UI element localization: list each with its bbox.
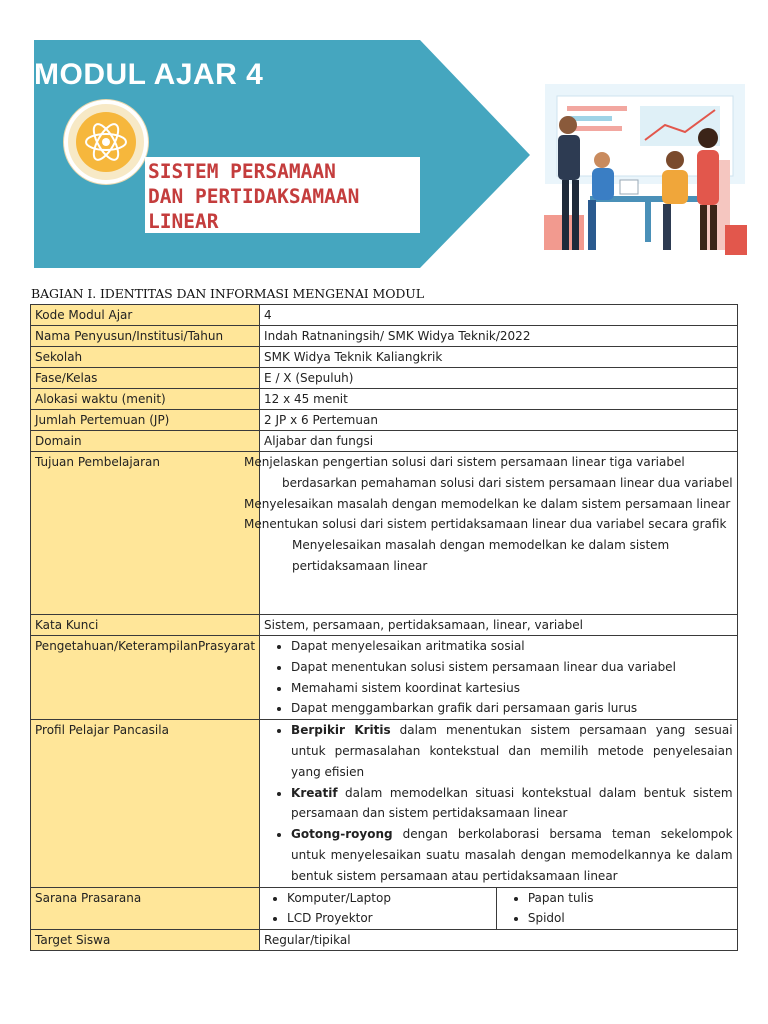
row-value: 12 x 45 menit (260, 389, 738, 410)
list-item: • Papan tulis (528, 888, 737, 909)
row-key: Sarana Prasarana (31, 887, 260, 930)
row-value: Sistem, persamaan, pertidaksamaan, linear, variabel (260, 615, 738, 636)
list-item (291, 720, 733, 782)
profile-trait: Gotong-royong (291, 827, 393, 842)
row-key: Target Siswa (31, 930, 260, 951)
table-row (31, 720, 738, 887)
table-row (31, 410, 738, 431)
list-item: • Dapat menentukan solusi sistem persamaan linear dua variabel (291, 657, 733, 678)
facilities (260, 887, 738, 930)
table-row (31, 368, 738, 389)
row-key: Alokasi waktu (menit) (31, 389, 260, 410)
goal-line: pertidaksamaan linear (292, 558, 428, 573)
row-key: Fase/Kelas (31, 368, 260, 389)
list-item (291, 783, 733, 825)
section-heading: BAGIAN I. IDENTITAS DAN INFORMASI MENGENAI MODUL (31, 286, 424, 301)
row-value: Aljabar dan fungsi (260, 431, 738, 452)
list-item: • Komputer/Laptop (287, 888, 496, 909)
profile-text: dalam menentukan sistem persamaan yang sesuai untuk permasalahan kontekstual dan memilih metode penyelesaian yang efisien (291, 723, 733, 779)
row-key: Sekolah (31, 347, 260, 368)
row-value: 4 (260, 305, 738, 326)
row-value: E / X (Sepuluh) (260, 368, 738, 389)
row-value: 2 JP x 6 Pertemuan (260, 410, 738, 431)
row-key: Kata Kunci (31, 615, 260, 636)
table-row (31, 326, 738, 347)
atom-badge (64, 100, 148, 184)
goal-line: berdasarkan pemahaman solusi dari sistem persamaan linear dua variabel (282, 475, 733, 490)
table-row (31, 887, 738, 930)
profile-trait: Berpikir Kritis (291, 723, 391, 738)
list-item: • Memahami sistem koordinat kartesius (291, 678, 733, 699)
goal-line: Menentukan solusi dari sistem pertidaksamaan linear dua variabel secara grafik (244, 517, 727, 532)
row-key: Kode Modul Ajar (31, 305, 260, 326)
module-banner (0, 0, 768, 275)
module-identity-table (30, 304, 738, 951)
row-key: Nama Penyusun/Institusi/Tahun (31, 326, 260, 347)
row-key: Jumlah Pertemuan (JP) (31, 410, 260, 431)
row-value: Indah Ratnaningsih/ SMK Widya Teknik/2022 (260, 326, 738, 347)
topic-title: SISTEM PERSAMAAN DAN PERTIDAKSAMAAN LINEAR (148, 160, 360, 233)
table-row (31, 930, 738, 951)
row-key: Domain (31, 431, 260, 452)
list-item: • Dapat menyelesaikan aritmatika sosial (291, 636, 733, 657)
module-title: MODUL AJAR 4 (34, 58, 264, 91)
row-value: SMK Widya Teknik Kaliangkrik (260, 347, 738, 368)
table-row (31, 389, 738, 410)
list-item: • Spidol (528, 908, 737, 929)
table-row (31, 431, 738, 452)
goal-line: Menjelaskan pengertian solusi dari sistem persamaan linear tiga variabel (244, 455, 685, 469)
row-key: Profil Pelajar Pancasila (31, 720, 260, 887)
list-item: • Dapat menggambarkan grafik dari persamaan garis lurus (291, 698, 733, 719)
learning-goals (244, 452, 738, 615)
prerequisite-list (260, 636, 738, 720)
goal-line: Menyelesaikan masalah dengan memodelkan ke dalam sistem (292, 538, 670, 553)
table-row (31, 615, 738, 636)
table-row (31, 452, 738, 615)
topic-box (145, 157, 420, 233)
profile-text: dengan berkolaborasi bersama teman sekelompok untuk menyelesaikan suatu masalah dengan memodelkannya ke dalam bentuk sistem persamaan atau pertidaksamaan linear (291, 827, 733, 883)
pancasila-profile-list (260, 720, 738, 887)
row-key: Tujuan Pembelajaran (31, 452, 260, 615)
profile-trait: Kreatif (291, 785, 338, 800)
list-item (291, 824, 733, 886)
table-row (31, 636, 738, 720)
profile-text: dalam memodelkan situasi kontekstual dalam bentuk sistem persamaan dan sistem pertidaksamaan linear (291, 785, 733, 821)
team-meeting-illustration (544, 84, 747, 255)
row-key: Pengetahuan/KeterampilanPrasyarat (31, 636, 260, 720)
row-value: Regular/tipikal (260, 930, 738, 951)
list-item: • LCD Proyektor (287, 908, 496, 929)
table-row (31, 305, 738, 326)
table-row (31, 347, 738, 368)
atom-icon (76, 112, 136, 172)
goal-line: Menyelesaikan masalah dengan memodelkan ke dalam sistem persamaan linear (244, 496, 731, 511)
